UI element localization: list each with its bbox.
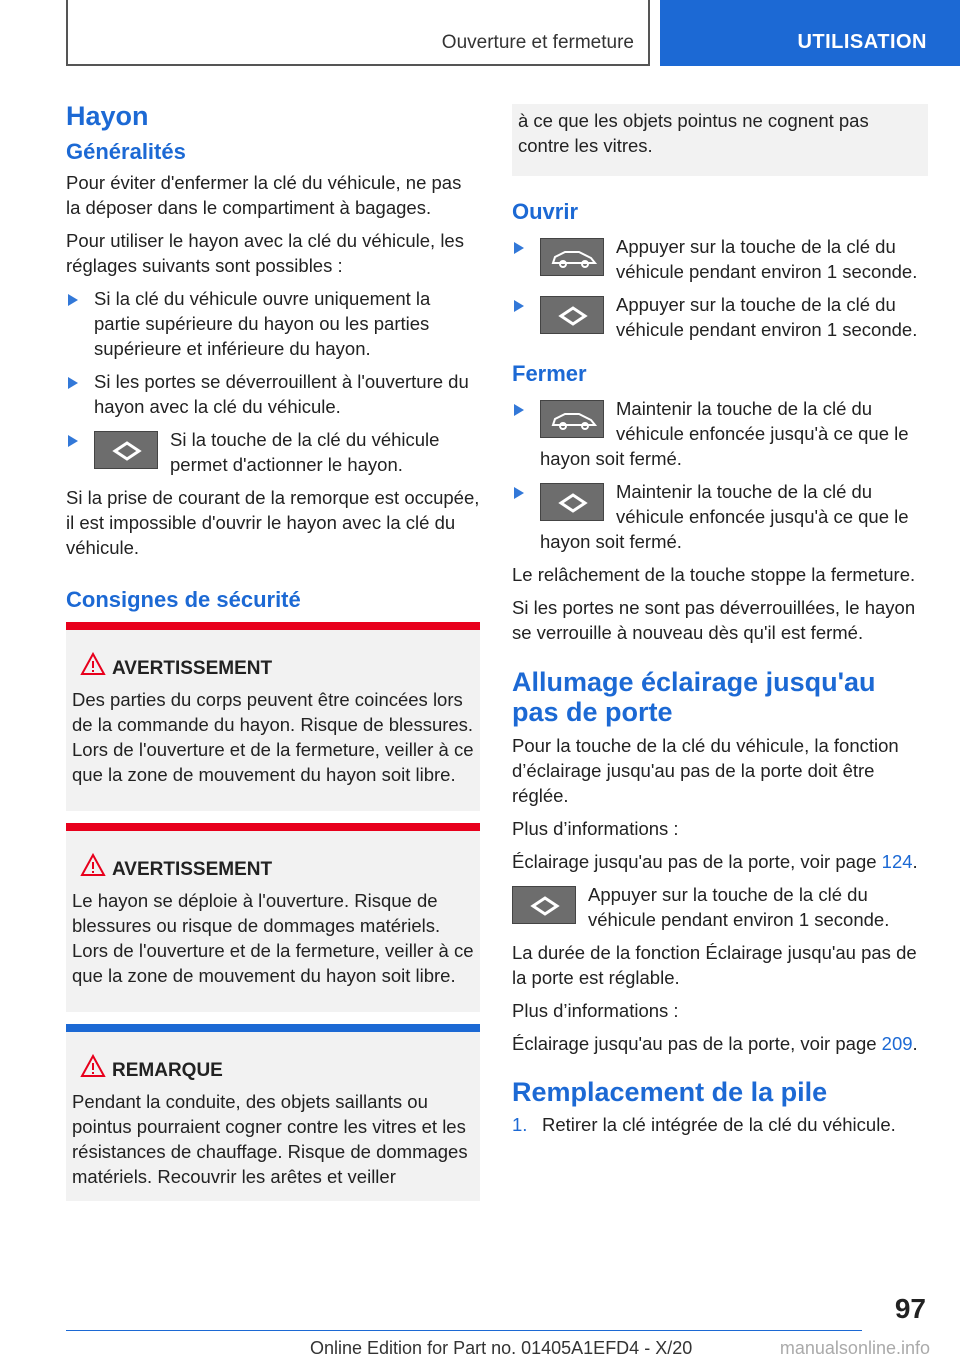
header-section [66, 0, 650, 66]
footer-edition: Online Edition for Part no. 01405A1EFD4 - X/20 [310, 1338, 693, 1358]
page-link[interactable]: 209 [881, 1033, 913, 1054]
paragraph: Plus d’informations : [512, 818, 679, 839]
warning-triangle-icon [80, 1054, 106, 1078]
paragraph: Plus d’informations : [512, 1000, 679, 1021]
watermark: manualsonline.info [779, 1338, 930, 1358]
list-item: 1. Retirer la clé intégrée de la clé du véhicule. [512, 1114, 896, 1135]
note-title: REMARQUE [72, 1058, 474, 1083]
paragraph: Le relâchement de la touche stoppe la fermeture. [512, 564, 916, 585]
header-tab-label: UTILISATION [797, 31, 927, 53]
page-title: Hayon [66, 101, 149, 131]
warning-box [66, 823, 480, 1012]
paragraph: Si les portes ne sont pas déverrouillées, le hayon se verrouille à nouveau dès qu'il est fermé. [512, 597, 916, 643]
header-tab [660, 0, 960, 66]
steps-list [512, 1112, 928, 1137]
warning-triangle-icon [80, 652, 106, 676]
page-number: 97 [894, 1293, 926, 1324]
warning-title: AVERTISSEMENT [72, 656, 474, 681]
list-item: Appuyer sur la touche de la clé du véhicule pendant environ 1 seconde. [512, 292, 928, 342]
list-item: Si la touche de la clé du véhicule permet d'actionner le hayon. [66, 427, 480, 477]
tailgate-key-icon [540, 400, 604, 438]
note-text: à ce que les objets pointus ne cognent pas contre les vitres. [518, 110, 869, 156]
paragraph: Si la prise de courant de la remorque est occupée, il est impossible d'ouvrir le hayon avec la clé du véhicule. [66, 487, 480, 558]
warning-text: Le hayon se déploie à l'ouverture. Risque de blessures ou risque de dommages matériels. Lors de l'ouverture et de la fermeture, veiller à ce que la zone de mouvement du hayon soit libre. [72, 890, 474, 986]
key-button-icon [540, 483, 604, 521]
footer-divider [66, 1330, 862, 1331]
note-box-continued [512, 104, 928, 176]
list-item: Si la clé du véhicule ouvre uniquement la partie supérieure du hayon ou les parties supérieure et inférieure du hayon. [66, 286, 480, 361]
right-column [512, 104, 928, 1137]
key-instruction: Appuyer sur la touche de la clé du véhicule pendant environ 1 seconde. [512, 882, 928, 932]
warning-triangle-icon [80, 853, 106, 877]
warning-title: AVERTISSEMENT [72, 857, 474, 882]
list-item: Maintenir la touche de la clé du véhicule enfoncée jusqu'à ce que le hayon soit fermé. [512, 479, 928, 554]
close-list [512, 396, 928, 554]
list-item: Si les portes se déverrouillent à l'ouverture du hayon avec la clé du véhicule. [66, 369, 480, 419]
heading-fermer: Fermer [512, 361, 587, 386]
cross-reference: Éclairage jusqu'au pas de la porte, voir page 209. [512, 1033, 918, 1054]
heading-pile: Remplacement de la pile [512, 1077, 828, 1107]
note-text: Pendant la conduite, des objets saillants ou pointus pourraient cogner contre les vitres et les résistances de chauffage. Risque de dommages matériels. Recouvrir les arêtes et veiller [72, 1091, 468, 1187]
left-column [66, 100, 480, 1201]
page-header [0, 0, 960, 66]
key-button-icon [94, 431, 158, 469]
open-list [512, 234, 928, 342]
heading-generalites: Généralités [66, 139, 186, 164]
cross-reference: Éclairage jusqu'au pas de la porte, voir page 124. [512, 851, 918, 872]
key-button-icon [512, 886, 576, 924]
heading-allumage: Allumage éclairage jusqu'au pas de porte [512, 667, 876, 727]
warning-box [66, 622, 480, 811]
step-number: 1. [512, 1114, 528, 1135]
tailgate-key-icon [540, 238, 604, 276]
heading-ouvrir: Ouvrir [512, 199, 579, 224]
paragraph: Pour utiliser le hayon avec la clé du véhicule, les réglages suivants sont possibles : [66, 230, 464, 276]
paragraph: La durée de la fonction Éclairage jusqu'au pas de la porte est réglable. [512, 942, 917, 988]
page-link[interactable]: 124 [881, 851, 913, 872]
note-box [66, 1024, 480, 1201]
settings-list [66, 286, 480, 477]
list-item: Maintenir la touche de la clé du véhicule enfoncée jusqu'à ce que le hayon soit fermé. [512, 396, 928, 471]
paragraph: Pour éviter d'enfermer la clé du véhicule, ne pas la déposer dans le compartiment à bagages. [66, 172, 462, 218]
list-item: Appuyer sur la touche de la clé du véhicule pendant environ 1 seconde. [512, 234, 928, 284]
paragraph: Pour la touche de la clé du véhicule, la fonction d’éclairage jusqu'au pas de la porte doit être réglée. [512, 735, 899, 806]
warning-text: Des parties du corps peuvent être coincées lors de la commande du hayon. Risque de blessures. Lors de l'ouverture et de la fermeture, veiller à ce que la zone de mouvement du hayon soit libre. [72, 689, 474, 785]
key-button-icon [540, 296, 604, 334]
heading-securite: Consignes de sécurité [66, 587, 301, 612]
header-section-title: Ouverture et fermeture [441, 32, 634, 53]
